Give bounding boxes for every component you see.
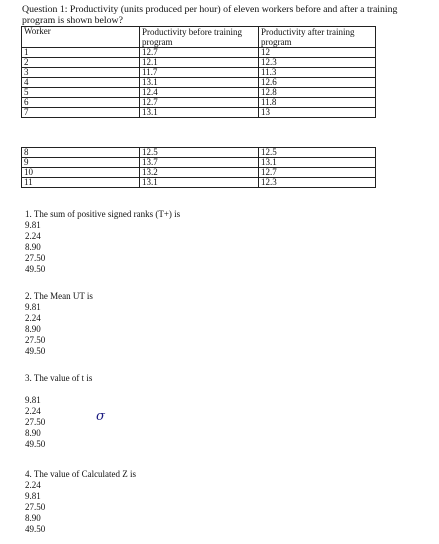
table-row (22, 68, 376, 78)
option-value: 2.24 (25, 312, 41, 323)
option-value: 49.50 (25, 345, 46, 356)
worker-cell: 7 (22, 108, 140, 118)
before-cell: 12.7 (140, 48, 259, 58)
table-row (22, 78, 376, 88)
productivity-table-bottom (21, 147, 376, 188)
option-value: 9.81 (25, 301, 41, 312)
question-4 (25, 469, 136, 534)
worker-cell: 5 (22, 88, 140, 98)
after-cell: 11.8 (259, 98, 376, 108)
option-value: 49.50 (25, 263, 46, 274)
option-value: 9.81 (25, 394, 41, 405)
option-value: 9.81 (25, 219, 41, 230)
after-cell: 12.8 (259, 88, 376, 98)
option-value: 49.50 (25, 438, 46, 449)
after-cell: 12.7 (259, 168, 376, 178)
header-worker: Worker (22, 27, 140, 48)
before-cell: 12.4 (140, 88, 259, 98)
productivity-table-top (21, 26, 376, 118)
worker-cell: 11 (22, 178, 140, 188)
question-2 (25, 291, 93, 356)
before-cell: 11.7 (140, 68, 259, 78)
after-cell: 13 (259, 108, 376, 118)
header-after: Productivity after training program (259, 27, 376, 48)
table-row (22, 168, 376, 178)
question-3-text: 3. The value of t is (25, 373, 93, 383)
option-value: 8.90 (25, 427, 41, 438)
after-cell: 11.3 (259, 68, 376, 78)
option-value: 27.50 (25, 501, 46, 512)
option-value: 27.50 (25, 416, 46, 427)
before-cell: 12.5 (140, 148, 259, 158)
before-cell: 13.7 (140, 158, 259, 168)
option-value: 27.50 (25, 252, 46, 263)
table-row (22, 58, 376, 68)
after-cell: 12.3 (259, 178, 376, 188)
after-cell: 13.1 (259, 158, 376, 168)
worker-cell: 9 (22, 158, 140, 168)
table-row (22, 148, 376, 158)
table-row (22, 108, 376, 118)
worker-cell: 6 (22, 98, 140, 108)
worker-cell: 10 (22, 168, 140, 178)
before-cell: 13.1 (140, 108, 259, 118)
question-2-text: 2. The Mean UT is (25, 291, 93, 301)
table-header-row (22, 27, 376, 48)
option-value: 2.24 (25, 479, 41, 490)
worker-cell: 1 (22, 48, 140, 58)
question-1-text: 1. The sum of positive signed ranks (T+) is (25, 209, 181, 219)
question-title: Question 1: Productivity (units produced per hour) of eleven workers before and after a training program is shown below? (22, 4, 398, 26)
option-value: 49.50 (25, 523, 46, 534)
worker-cell: 3 (22, 68, 140, 78)
worker-cell: 2 (22, 58, 140, 68)
after-cell: 12.6 (259, 78, 376, 88)
table-row (22, 178, 376, 188)
before-cell: 13.1 (140, 178, 259, 188)
after-cell: 12.3 (259, 58, 376, 68)
option-value: 9.81 (25, 490, 41, 501)
question-4-text: 4. The value of Calculated Z is (25, 469, 137, 479)
worker-cell: 4 (22, 78, 140, 88)
after-cell: 12.5 (259, 148, 376, 158)
sigma-symbol: σ (96, 409, 105, 424)
before-cell: 13.1 (140, 78, 259, 88)
option-value: 8.90 (25, 241, 41, 252)
option-value: 27.50 (25, 334, 46, 345)
table-row (22, 98, 376, 108)
option-value: 2.24 (25, 405, 41, 416)
option-value: 8.90 (25, 512, 41, 523)
header-before: Productivity before training program (140, 27, 259, 48)
table-row (22, 48, 376, 58)
before-cell: 13.2 (140, 168, 259, 178)
after-cell: 12 (259, 48, 376, 58)
before-cell: 12.7 (140, 98, 259, 108)
option-value: 8.90 (25, 323, 41, 334)
question-3 (25, 373, 92, 449)
question-1 (25, 209, 180, 274)
before-cell: 12.1 (140, 58, 259, 68)
option-value: 2.24 (25, 230, 41, 241)
table-row (22, 88, 376, 98)
worker-cell: 8 (22, 148, 140, 158)
table-row (22, 158, 376, 168)
